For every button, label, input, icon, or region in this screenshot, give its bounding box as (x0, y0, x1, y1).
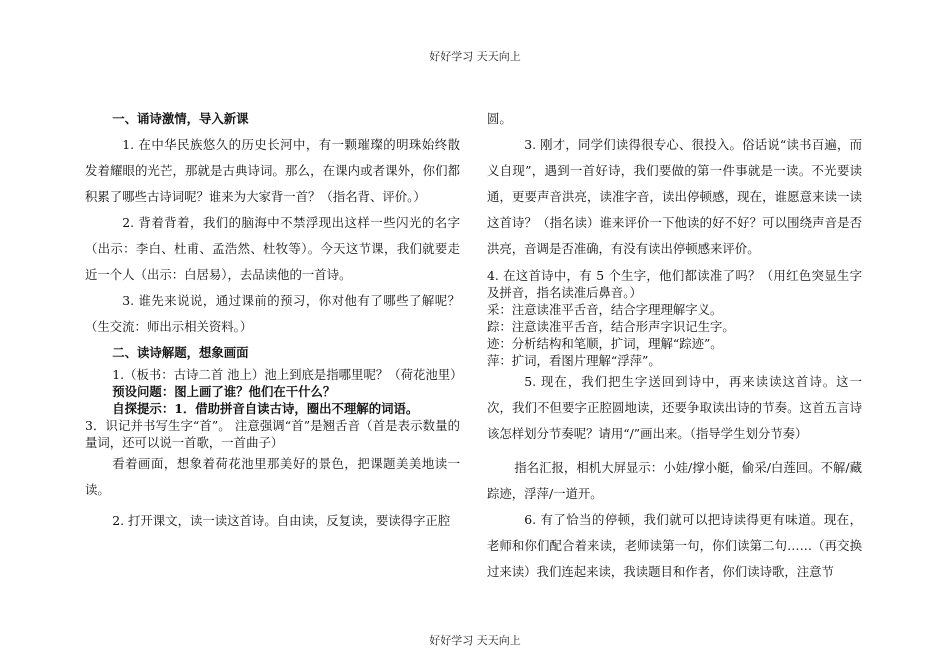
paragraph: 3. 刚才，同学们读得很专心、很投入。俗话说“读书百遍，而义自现”，遇到一首好诗，我们要做的第一件事就是一读。不光要读通，更要声音洪亮，读准字音，读出停顿感，现在，谁愿意来读一读这首诗？（指名读）谁来评价一下他读的好不好？可以围绕声音是否洪亮，音调是否准确，有没有读出停顿感来评价。 (487, 137, 862, 256)
paragraph: 2. 打开课文，读一读这首诗。自由读，反复读，要读得字正腔 (112, 513, 451, 528)
paragraph: 看着画面，想象着荷花池里那美好的景色，把课题美美地读一读。 (85, 456, 460, 497)
section-heading-2: 二、读诗解题，想象画面 (112, 345, 249, 360)
paragraph: 4. 在这首诗中，有 5 个生字，他们都读准了吗？（用红色突显生字及拼音，指名读准后鼻音。） (487, 268, 862, 300)
self-explore-hint: 自探提示：1．借助拼音自读古诗，圈出不理解的词语。 (112, 401, 419, 416)
page-footer: 好好学习 天天向上 (429, 634, 521, 647)
section-heading-1: 一、诵诗激情，导入新课 (112, 111, 249, 126)
page-header: 好好学习 天天向上 (429, 50, 521, 63)
paragraph: 3. 谁先来说说，通过课前的预习，你对他有了哪些了解呢？（生交流：师出示相关资料。） (85, 293, 460, 334)
paragraph: 2. 背着背着，我们的脑海中不禁浮现出这样一些闪光的名字（出示：李白、杜甫、孟浩然、杜牧等）。今天这节课，我们就要走近一个人（出示：白居易），去品读他的一首诗。 (85, 215, 460, 282)
paragraph: 6. 有了恰当的停顿，我们就可以把诗读得更有味道。现在，老师和你们配合着来读，老师读第一句，你们读第二句……（再交换过来读）我们连起来读，我读题目和作者，你们读诗歌，注意节 (487, 512, 862, 579)
paragraph: 1.（板书：古诗二首 池上）池上到底是指哪里呢？（荷花池里） (112, 367, 463, 382)
left-column (85, 106, 463, 534)
paragraph: 5. 现在，我们把生字送回到诗中，再来读读这首诗。这一次，我们不但要字正腔圆地读，还要争取读出诗的节奏。这首五言诗该怎样划分节奏呢？请用“/”画出来。（指导学生划分节奏） (487, 374, 862, 441)
paragraph: 采：注意读准平舌音，结合字理理解字义。 (487, 302, 723, 317)
paragraph: 踪：注意读准平舌音，结合形声字识记生字。 (487, 319, 735, 334)
paragraph: 3．识记并书写生字“首”。 注意强调“首”是翘舌音（首是表示数量的量词，还可以说一首歌，一首曲子） (85, 418, 460, 450)
right-column (487, 106, 862, 585)
paragraph: 萍：扩词，看图片理解“浮萍”。 (487, 353, 661, 368)
paragraph: 1. 在中华民族悠久的历史长河中，有一颗璀璨的明珠始终散发着耀眼的光芒，那就是古典诗词。那么，在课内或者课外，你们都积累了哪些古诗词呢？谁来为大家背一首？（指名背、评价。） (85, 137, 460, 204)
preset-question: 预设问题：图上画了谁？他们在干什么？ (112, 384, 336, 399)
paragraph: 迹：分析结构和笔顺，扩词，理解“踪迹”。 (487, 336, 723, 351)
paragraph: 圆。 (487, 111, 512, 126)
paragraph: 指名汇报，相机大屏显示：小娃/撑小艇，偷采/白莲回。不解/藏踪迹，浮萍/一道开。 (487, 460, 862, 501)
